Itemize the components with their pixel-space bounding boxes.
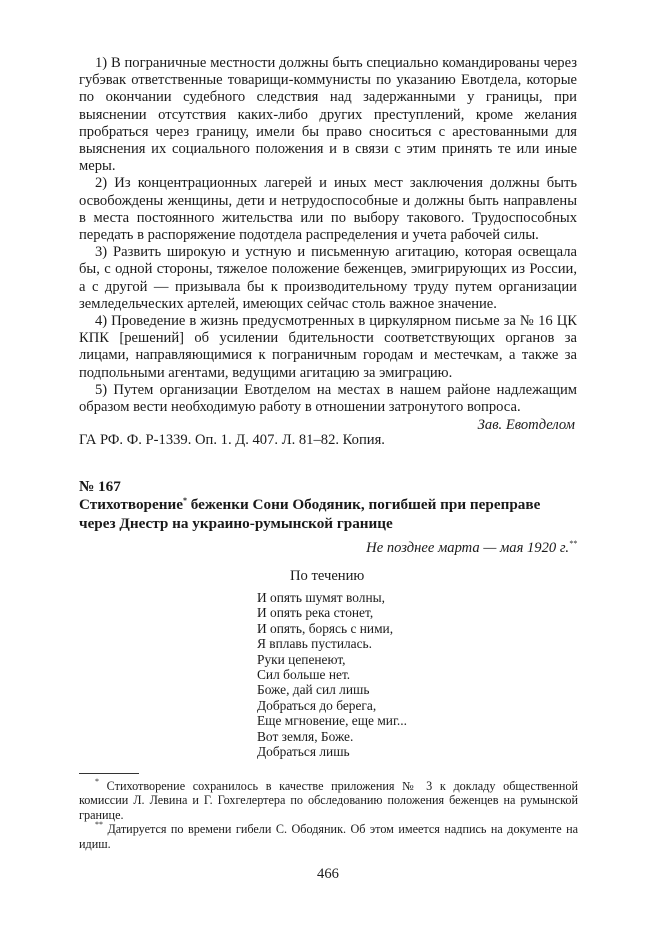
archive-reference: ГА РФ. Ф. Р-1339. Оп. 1. Д. 407. Л. 81–82. Копия.: [79, 432, 385, 448]
paragraph-1: 1) В пограничные местности должны быть специально командированы через губэвак ответственные товарищи-коммунисты по указанию Евотдела, которые по окончании судебного следствия над задержанными у границы, при выяснении отсутствия каких-либо других преступлений, кроме желания пробраться через границу, имели бы право сноситься с арестованными для выяснения их социального положения и в связи с этим принять те или иные меры.: [79, 55, 577, 175]
poem-line: Сил больше нет.: [257, 667, 351, 683]
signature: Зав. Евотделом: [477, 417, 575, 434]
paragraph-3: 3) Развить широкую и устную и письменную агитацию, которая освещала бы, с одной стороны, тяжелое положение беженцев, эмигрирующих из России, а с другой — призывала бы к производительному труду путем организации земледельческих артелей, имеющих сейчас столь важное значение.: [79, 244, 577, 312]
document-title: [79, 496, 579, 533]
footnote-2-text: Датируется по времени гибели С. Ободяник. Об этом имеется надпись на документе на идиш.: [79, 822, 578, 851]
poem-line: Добраться до берега,: [257, 697, 377, 713]
poem: [257, 590, 407, 759]
document-date-text: Не позднее марта — мая 1920 г.: [366, 540, 569, 556]
footnote-mark-1: *: [182, 496, 187, 505]
footnote-1: [79, 779, 578, 822]
page-number: 466: [317, 866, 339, 882]
poem-line: Я вплавь пустилась.: [257, 636, 373, 652]
poem-line: И опять шумят волны,: [257, 590, 385, 605]
document-date: [300, 540, 577, 557]
body-text: [79, 55, 577, 434]
footnote-mark-2: **: [569, 539, 577, 548]
footnote-divider: [79, 773, 139, 774]
poem-line: Еще мгновение, еще миг...: [257, 713, 407, 729]
poem-line: Добраться лишь: [257, 744, 350, 760]
footnote-1-mark: *: [95, 777, 99, 786]
paragraph-4: 4) Проведение в жизнь предусмотренных в циркулярном письме за № 16 ЦК КПК [решений] об усилении бдительности соответствующих органов за лицами, направляющимися к пограничным городам и местечкам, а также за подпольными агентами, ведущими агитацию за эмиграцию.: [79, 313, 577, 381]
poem-line: Руки цепенеют,: [257, 651, 346, 667]
document-title-rest: беженки Сони Ободяник, погибшей при переправе через Днестр на украино-румынской границе: [79, 496, 541, 532]
poem-line: И опять река стонет,: [257, 605, 374, 621]
poem-title: По течению: [290, 568, 365, 584]
footnote-2-mark: **: [95, 820, 103, 830]
poem-line: Вот земля, Боже.: [257, 728, 354, 744]
footnote-1-text: Стихотворение сохранилось в качестве приложения № 3 к докладу общественной комиссии Л. Левина и Г. Гохгелертера по обследованию положения беженцев на румынской границе.: [79, 779, 578, 822]
poem-line: И опять, борясь с ними,: [257, 620, 394, 636]
footnotes: [79, 779, 578, 851]
document-title-start: Стихотворение: [79, 496, 183, 513]
poem-line: Боже, дай сил лишь: [257, 682, 370, 698]
footnote-2: [79, 822, 578, 851]
paragraph-5: 5) Путем организации Евотделом на местах в нашем районе надлежащим образом вести необходимую работу в отношении затронутого вопроса.: [79, 381, 577, 416]
paragraph-2: 2) Из концентрационных лагерей и иных мест заключения должны быть освобождены женщины, дети и нетрудоспособные и должны быть направлены в места постоянного жительства или по выбору такового. Трудоспособных передать в распоряжение подотдела распределения и учета рабочей силы.: [79, 175, 577, 244]
document-number: № 167: [79, 478, 121, 495]
